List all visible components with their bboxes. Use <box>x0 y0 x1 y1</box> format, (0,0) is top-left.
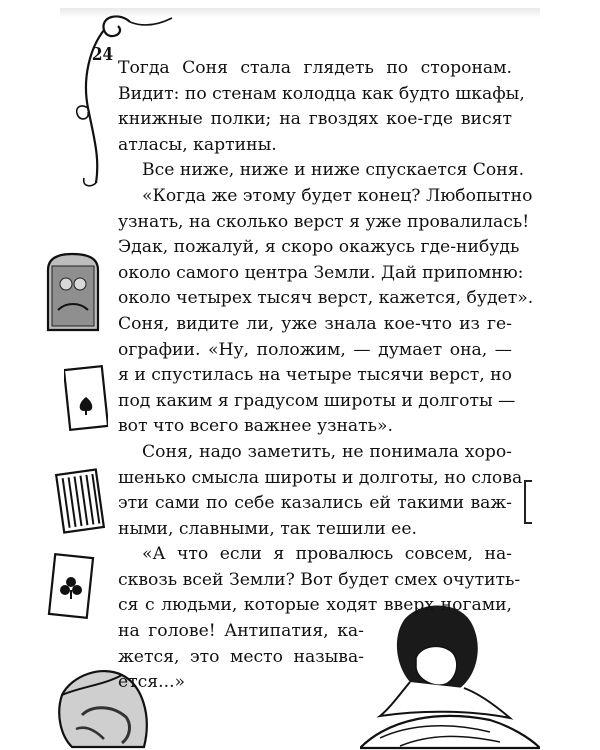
text-line: около четырех тысяч верст, кажется, будет». <box>118 288 534 309</box>
text-line: я и спустилась на четыре тысячи верст, но <box>118 365 512 386</box>
text-line: жется, это место называ- <box>118 646 364 667</box>
text-line: «А что если я провалюсь совсем, на- <box>142 544 512 565</box>
playing-card-back-icon <box>54 468 106 536</box>
text-line: Эдак, пожалуй, я скоро окажусь где-нибудь <box>118 237 520 258</box>
text-line: на голове! Антипатия, ка- <box>118 621 364 642</box>
text-line: сквозь всей Земли? Вот будет смех очутить- <box>118 569 521 590</box>
text-line: «Когда же этому будет конец? Любопытно <box>142 185 533 206</box>
painting-illustration-icon <box>42 252 104 332</box>
text-line: эти сами по себе казались ей такими важ- <box>118 493 512 514</box>
text-line: ными, славными, так тешили ее. <box>118 518 417 539</box>
text-line: шенько смысла широты и долготы, но слова <box>118 467 523 488</box>
text-line: Тогда Соня стала глядеть по сторонам. <box>118 58 512 78</box>
text-line: Все ниже, ниже и ниже спускается Соня. <box>142 160 525 181</box>
paragraph <box>118 56 525 158</box>
text-line: узнать, на сколько верст я уже провалилась! <box>118 211 530 232</box>
text-line: под каким я градусом широты и долготы — <box>118 390 516 411</box>
story-text <box>118 56 534 696</box>
text-line: Соня, видите ли, уже знала кое-что из ге- <box>118 313 512 334</box>
text-line: Видит: по стенам колодца как будто шкафы, <box>118 83 525 104</box>
text-line: ется...» <box>118 672 186 693</box>
text-line: ографии. «Ну, положим, — думает она, — <box>118 339 512 360</box>
text-line: около самого центра Земли. Дай припомню: <box>118 262 524 283</box>
text-line: вот что всего важнее узнать». <box>118 416 393 437</box>
text-line: книжные полки; на гвоздях кое-где висят <box>118 109 512 130</box>
margin-bracket <box>524 480 532 524</box>
text-line: ся с людьми, которые ходят вверх ногами, <box>118 595 512 616</box>
paragraph <box>118 440 523 542</box>
paragraph <box>118 158 525 184</box>
playing-card-spade-icon <box>64 365 108 431</box>
paragraph <box>118 184 534 440</box>
page-number: 24 <box>91 44 114 65</box>
playing-card-club-icon <box>46 552 96 622</box>
paragraph <box>118 542 521 696</box>
text-line: атласы, картины. <box>118 134 277 155</box>
text-line: Соня, надо заметить, не понимала хоро- <box>142 441 512 462</box>
